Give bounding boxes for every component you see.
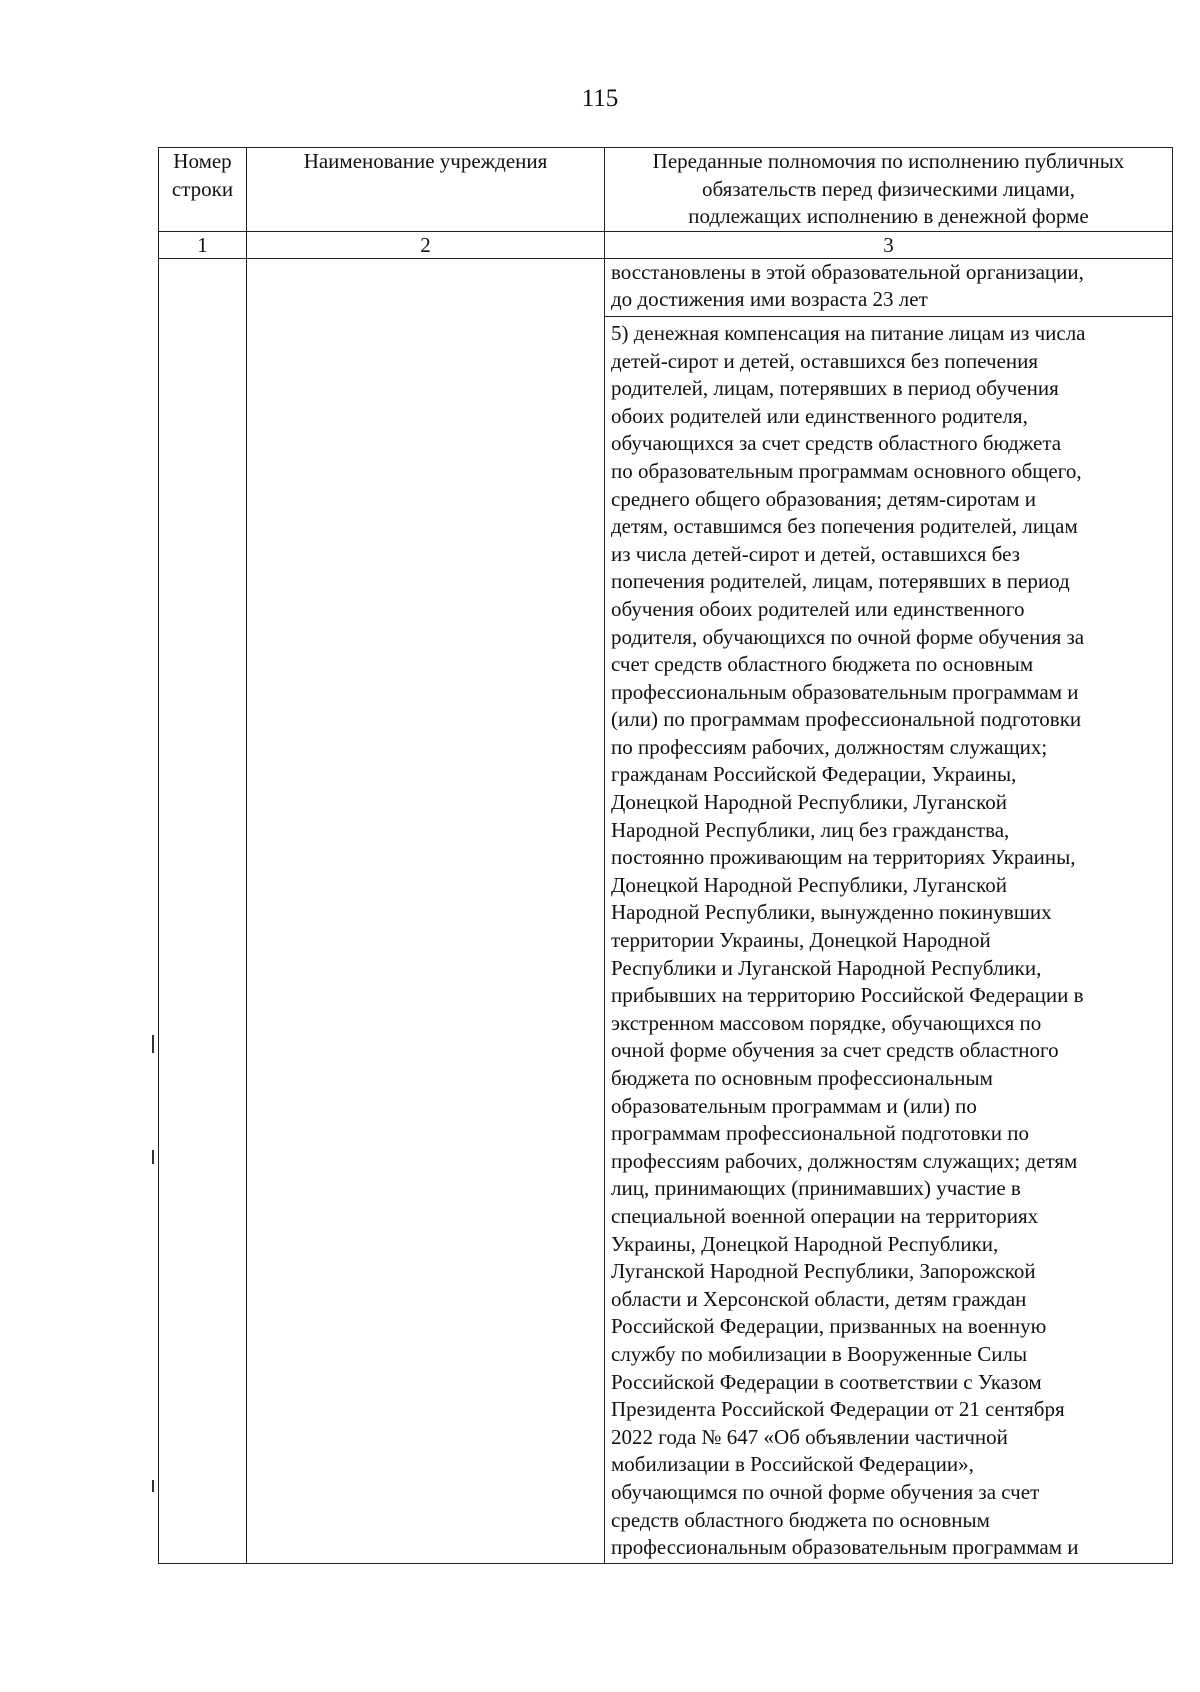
text-line: (или) по программам профессиональной подготовки [611,707,1082,732]
text-line: Российской Федерации, призванных на военную [611,1314,1047,1339]
text-line: родителей, лицам, потерявших в период обучения [611,376,1059,401]
text-line: профессиям рабочих, должностям служащих; детям [611,1148,1078,1173]
text-line: Луганской Народной Республики, Запорожской [611,1259,1036,1284]
text-line: по профессиям рабочих, должностям служащих; [611,734,1048,759]
continuation-cell [605,258,1173,316]
text-line: гражданам Российской Федерации, Украины, [611,762,1017,787]
text-line: образовательным программам и (или) по [611,1093,977,1118]
scan-mark [152,1480,154,1492]
item-5-text [611,320,1166,1563]
text-line: экстренном массовом порядке, обучающихся по [611,1010,1042,1035]
header-line: Переданные полномочия по исполнению публичных [652,149,1125,173]
text-line: 2022 года № 647 «Об объявлении частичной [611,1424,1008,1449]
column-number: 1 [159,231,247,258]
text-line: Украины, Донецкой Народной Республики, [611,1231,999,1256]
text-line: из числа детей-сирот и детей, оставшихся без [611,541,1020,566]
table-header-row [159,148,1173,232]
authorities-table [158,147,1173,1564]
text-line: территории Украины, Донецкой Народной [611,928,991,953]
text-line: бюджета по основным профессиональным [611,1066,993,1090]
text-line: обучения обоих родителей или единственного [611,596,1025,621]
text-line: восстановлены в этой образовательной организации, [611,259,1084,284]
text-line: Донецкой Народной Республики, Луганской [611,872,1007,897]
page-number: 115 [581,85,619,112]
text-line: программам профессиональной подготовки по [611,1121,1029,1146]
text-line: области и Херсонской области, детям граждан [611,1286,1027,1311]
text-line: обучающимся по очной форме обучения за счет [611,1479,1040,1504]
header-line: Номер [173,149,232,173]
text-line: Президента Российской Федерации от 21 сентября [611,1397,1065,1422]
header-line: строки [171,176,234,201]
text-line: постоянно проживающим на территориях Украины, [611,845,1076,870]
text-line: профессиональным образовательным программам и [611,1535,1079,1560]
text-line: Российской Федерации в соответствии с Указом [611,1369,1042,1394]
header-line: обязательств перед физическими лицами, [701,176,1076,201]
text-line: профессиональным образовательным программам и [611,679,1079,704]
text-line: прибывших на территорию Российской Федерации в [611,983,1084,1008]
text-line: детей-сирот и детей, оставшихся без попечения [611,348,1039,373]
column-number: 2 [247,231,605,258]
text-line: по образовательным программам основного общего, [611,458,1082,483]
text-line: средств областного бюджета по основным [611,1507,990,1532]
row-number-cell [159,258,247,1563]
text-line: лиц, принимающих (принимавших) участие в [611,1176,1021,1201]
text-line: попечения родителей, лицам, потерявших в период [611,569,1070,594]
institution-cell [247,258,605,1563]
scan-mark [152,1150,154,1164]
text-line: родителя, обучающихся по очной форме обучения за [611,624,1085,649]
text-line: Народной Республики, лиц без гражданства, [611,817,1010,842]
text-line: очной форме обучения за счет средств областного [611,1038,1059,1063]
text-line: Республики и Луганской Народной Республики, [611,955,1042,980]
text-line: Народной Республики, вынужденно покинувших [611,900,1052,925]
text-line: обоих родителей или единственного родителя, [611,403,1028,428]
column-number: 3 [605,231,1173,258]
text-line: детям, оставшимся без попечения родителей, лицам [611,514,1078,539]
text-line: 5) денежная компенсация на питание лицам из числа [611,320,1086,345]
text-line: службу по мобилизации в Вооруженные Силы [611,1341,1028,1366]
text-line: специальной военной операции на территориях [611,1203,1039,1228]
text-line: счет средств областного бюджета по основным [611,652,1034,677]
text-line: мобилизации в Российской Федерации», [611,1452,974,1477]
text-line: до достижения ими возраста 23 лет [611,287,928,312]
header-transferred-powers [605,148,1173,232]
column-numbers-row [159,231,1173,258]
header-institution-name [247,148,605,232]
item-5-cell [605,316,1173,1563]
table-row [159,258,1173,316]
text-line: обучающихся за счет средств областного бюджета [611,431,1062,456]
header-line: подлежащих исполнению в денежной форме [688,204,1089,229]
header-line: Наименование учреждения [303,149,548,173]
header-row-number [159,148,247,232]
text-line: среднего общего образования; детям-сиротам и [611,486,1036,511]
text-line: Донецкой Народной Республики, Луганской [611,790,1007,815]
scan-mark [152,1035,154,1053]
